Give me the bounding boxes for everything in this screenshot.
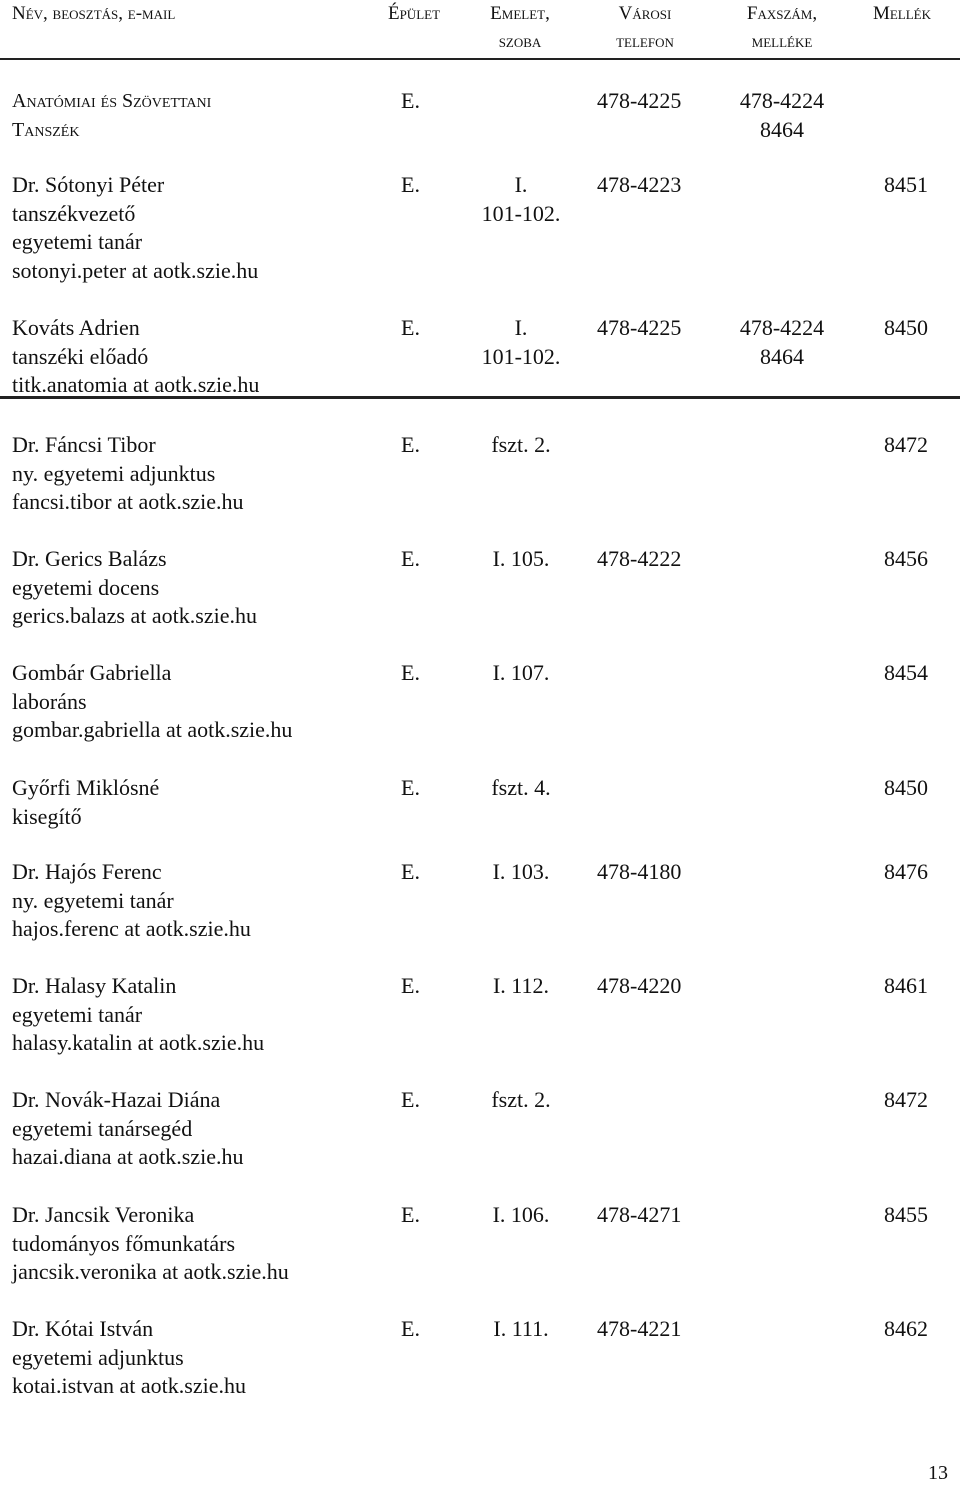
department-name-line1: Anatómiai és Szövettani (12, 90, 212, 112)
staff-name: Dr. Fáncsi Tibor (12, 432, 156, 457)
staff-emelet (475, 314, 567, 371)
header-name-label: Név, beosztás, e-mail (12, 3, 176, 24)
staff-title: tanszékvezető (12, 200, 136, 226)
staff-name: Dr. Jancsik Veronika (12, 1202, 195, 1227)
staff-title-secondary: egyetemi tanár (12, 229, 143, 254)
staff-details (12, 858, 251, 944)
staff-details (12, 1086, 244, 1172)
staff-room-line: I. 103. (492, 859, 550, 884)
staff-epulet: E. (401, 1202, 420, 1227)
staff-title: tudományos főmunkatárs (12, 1230, 236, 1256)
staff-details (12, 171, 258, 285)
staff-name: Dr. Gerics Balázs (12, 546, 167, 571)
staff-details (12, 1201, 289, 1287)
staff-mellek: 8461 (884, 973, 928, 998)
staff-emelet (475, 858, 567, 887)
staff-epulet: E. (401, 546, 420, 571)
staff-emelet (475, 774, 567, 803)
staff-emelet (475, 431, 567, 460)
staff-title: egyetemi adjunktus (12, 1344, 184, 1370)
staff-emelet (475, 171, 567, 228)
header-telefon-line2: telefon (616, 31, 674, 52)
header-fax-line1: Faxszám, (746, 3, 818, 24)
staff-fax-line: 8464 (760, 343, 804, 369)
staff-details (12, 314, 259, 400)
staff-name: Dr. Novák-Hazai Diána (12, 1087, 221, 1112)
staff-epulet: E. (401, 172, 420, 197)
staff-title: egyetemi tanársegéd (12, 1115, 193, 1141)
staff-epulet: E. (401, 315, 420, 340)
staff-email[interactable]: sotonyi.peter at aotk.szie.hu (12, 257, 259, 283)
staff-email[interactable]: hazai.diana at aotk.szie.hu (12, 1144, 244, 1169)
department-name-line2: Tanszék (12, 118, 80, 141)
staff-room-line: fszt. 2. (491, 1087, 551, 1112)
header-telefon-line1: Városi (618, 3, 672, 24)
department-fax-line2: 8464 (760, 116, 804, 142)
staff-title: ny. egyetemi adjunktus (12, 460, 216, 486)
staff-room-line: I. 105. (492, 546, 550, 571)
staff-name: Gombár Gabriella (12, 660, 172, 685)
page-number: 13 (928, 1462, 948, 1484)
staff-emelet (475, 1201, 567, 1230)
staff-telefon: 478-4223 (597, 172, 682, 197)
staff-mellek: 8455 (884, 1202, 928, 1227)
header-divider (0, 58, 960, 60)
staff-epulet: E. (401, 775, 420, 800)
staff-mellek: 8472 (884, 1087, 928, 1112)
staff-room-line: I. 111. (493, 1316, 549, 1341)
header-emelet-line2: szoba (498, 31, 542, 52)
header-epulet-label: Épület (387, 3, 441, 24)
staff-epulet: E. (401, 432, 420, 457)
staff-epulet: E. (401, 1087, 420, 1112)
staff-emelet (475, 972, 567, 1001)
staff-epulet: E. (401, 660, 420, 685)
staff-mellek: 8450 (884, 315, 928, 340)
department-name (12, 87, 211, 144)
department-epulet: E. (401, 88, 420, 113)
header-emelet-line1: Emelet, (490, 3, 550, 24)
staff-email[interactable]: jancsik.veronika at aotk.szie.hu (12, 1259, 289, 1284)
staff-name: Győrfi Miklósné (12, 775, 160, 800)
staff-details (12, 659, 292, 745)
staff-mellek: 8456 (884, 546, 928, 571)
header-mellek-label: Mellék (872, 3, 932, 24)
header-epulet (376, 0, 452, 28)
staff-epulet: E. (401, 973, 420, 998)
staff-name: Dr. Hajós Ferenc (12, 859, 162, 884)
staff-room-line: fszt. 2. (491, 432, 551, 457)
staff-emelet (475, 545, 567, 574)
staff-telefon: 478-4221 (597, 1316, 682, 1341)
staff-details (12, 431, 244, 517)
staff-telefon: 478-4220 (597, 973, 682, 998)
staff-mellek: 8462 (884, 1316, 928, 1341)
staff-room-line: I. 112. (492, 973, 549, 998)
staff-details (12, 545, 257, 631)
staff-title: egyetemi tanár (12, 1001, 143, 1027)
staff-name: Dr. Sótonyi Péter (12, 172, 165, 197)
staff-room-line: I. 107. (492, 660, 550, 685)
staff-title: tanszéki előadó (12, 343, 149, 369)
department-fax-line1: 478-4224 (739, 88, 825, 113)
staff-room-line: 101-102. (481, 200, 561, 226)
staff-mellek: 8476 (884, 859, 928, 884)
staff-room-line: 101-102. (481, 343, 561, 369)
staff-room-line: I. (514, 172, 528, 197)
header-telefon (588, 0, 702, 56)
department-fax (727, 87, 837, 144)
staff-email[interactable]: kotai.istvan at aotk.szie.hu (12, 1373, 246, 1398)
staff-room-line: I. (514, 315, 528, 340)
staff-email[interactable]: gerics.balazs at aotk.szie.hu (12, 603, 257, 628)
staff-email[interactable]: hajos.ferenc at aotk.szie.hu (12, 916, 251, 941)
staff-email[interactable]: fancsi.tibor at aotk.szie.hu (12, 489, 244, 514)
staff-name: Dr. Halasy Katalin (12, 973, 177, 998)
staff-details (12, 972, 264, 1058)
header-fax (722, 0, 842, 56)
staff-mellek: 8472 (884, 432, 928, 457)
staff-title: egyetemi docens (12, 574, 160, 600)
staff-name: Kováts Adrien (12, 315, 140, 340)
header-mellek (852, 0, 952, 28)
department-telefon: 478-4225 (597, 88, 682, 113)
staff-mellek: 8450 (884, 775, 928, 800)
staff-epulet: E. (401, 1316, 420, 1341)
staff-title: laboráns (12, 688, 87, 714)
staff-email[interactable]: gombar.gabriella at aotk.szie.hu (12, 717, 293, 742)
staff-mellek: 8451 (884, 172, 928, 197)
header-emelet (460, 0, 580, 56)
staff-email[interactable]: titk.anatomia at aotk.szie.hu (12, 372, 260, 397)
staff-mellek: 8454 (884, 660, 928, 685)
header-fax-line2: melléke (751, 31, 813, 52)
staff-telefon: 478-4180 (597, 859, 682, 884)
staff-fax-line: 478-4224 (739, 315, 825, 340)
staff-emelet (475, 1315, 567, 1344)
staff-name: Dr. Kótai István (12, 1316, 154, 1341)
staff-details (12, 1315, 246, 1401)
staff-email[interactable]: halasy.katalin at aotk.szie.hu (12, 1030, 265, 1055)
staff-fax (727, 314, 837, 371)
staff-epulet: E. (401, 859, 420, 884)
staff-room-line: fszt. 4. (491, 775, 551, 800)
staff-telefon: 478-4225 (597, 315, 682, 340)
staff-telefon: 478-4222 (597, 546, 682, 571)
staff-emelet (475, 1086, 567, 1115)
staff-room-line: I. 106. (492, 1202, 550, 1227)
staff-details (12, 774, 159, 831)
staff-emelet (475, 659, 567, 688)
staff-title: kisegítő (12, 803, 82, 829)
header-name (12, 0, 175, 28)
staff-title: ny. egyetemi tanár (12, 887, 174, 913)
staff-telefon: 478-4271 (597, 1202, 682, 1227)
